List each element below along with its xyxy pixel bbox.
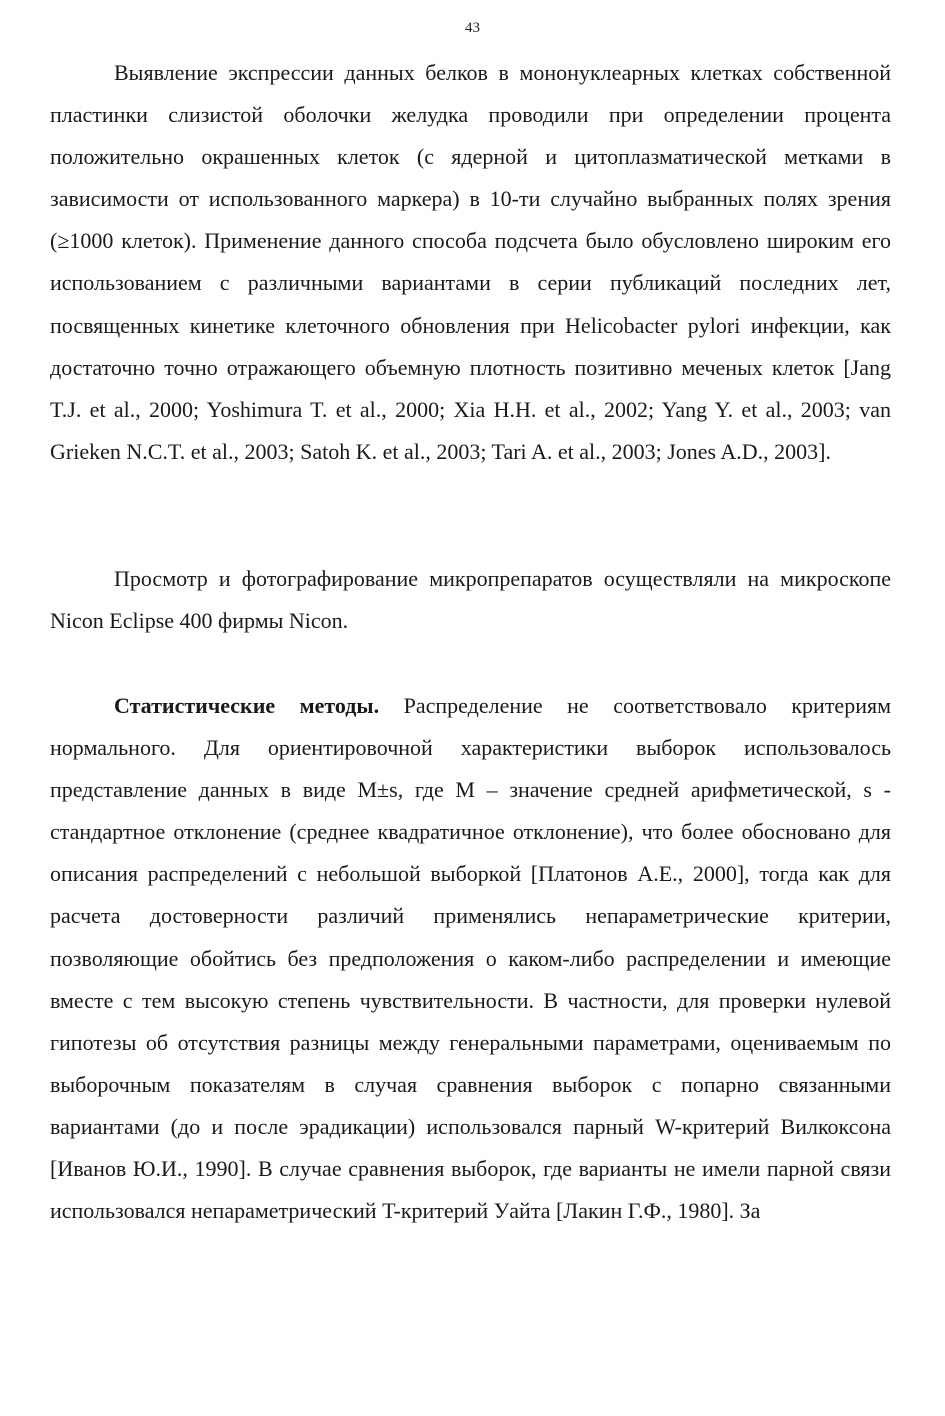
body-text-block-1 — [50, 52, 891, 473]
paragraph-statistical-methods — [50, 685, 891, 1232]
statistical-methods-text: Распределение не соответствовало критериям нормального. Для ориентировочной характеристики выборок использовалось представление данных в виде M±s, где M – значение средней арифметической, s - стандартное отклонение (среднее квадратичное отклонение), что более обосновано для описания распределений с небольшой выборкой [Платонов А.Е., 2000], тогда как для расчета достоверности различий применялись непараметрические критерии, позволяющие обойтись без предположения о каком-либо распределении и имеющие вместе с тем высокую степень чувствительности. В частности, для проверки нулевой гипотезы об отсутствия разницы между генеральными параметрами, оцениваемым по выборочным показателям в случая сравнения выборок с попарно связанными вариантами (до и после эрадикации) использовался парный W-критерий Вилкоксона [Иванов Ю.И., 1990]. В случае сравнения выборок, где варианты не имели парной связи использовался непараметрический T-критерий Уайта [Лакин Г.Ф., 1980]. За — [50, 693, 892, 1224]
page-number: 43 — [465, 20, 480, 36]
paragraph-immunohistochemistry-counting: Выявление экспрессии данных белков в мононуклеарных клетках собственной пластинки слизистой оболочки желудка проводили при определении процента положительно окрашенных клеток (с ядерной и цитоплазматической метками в зависимости от использованного маркера) в 10-ти случайно выбранных полях зрения (≥1000 клеток). Применение данного способа подсчета было обусловлено широким его использованием с различными вариантами в серии публикаций последних лет, посвященных кинетике клеточного обновления при Helicobacter pylori инфекции, как достаточно точно отражающего объемную плотность позитивно меченых клеток [Jang T.J. et al., 2000; Yoshimura T. et al., 2000; Xia H.H. et al., 2002; Yang Y. et al., 2003; van Grieken N.C.T. et al., 2003; Satoh K. et al., 2003; Tari A. et al., 2003; Jones A.D., 2003]. — [50, 60, 891, 464]
statistical-methods-heading: Статистические методы. — [114, 693, 380, 718]
paragraph-microscopy: Просмотр и фотографирование микропрепаратов осуществляли на микроскопе Nicon Eclipse 400 фирмы Nicon. — [50, 566, 891, 634]
body-text-block-3 — [50, 685, 891, 1232]
body-text-block-2 — [50, 558, 891, 642]
